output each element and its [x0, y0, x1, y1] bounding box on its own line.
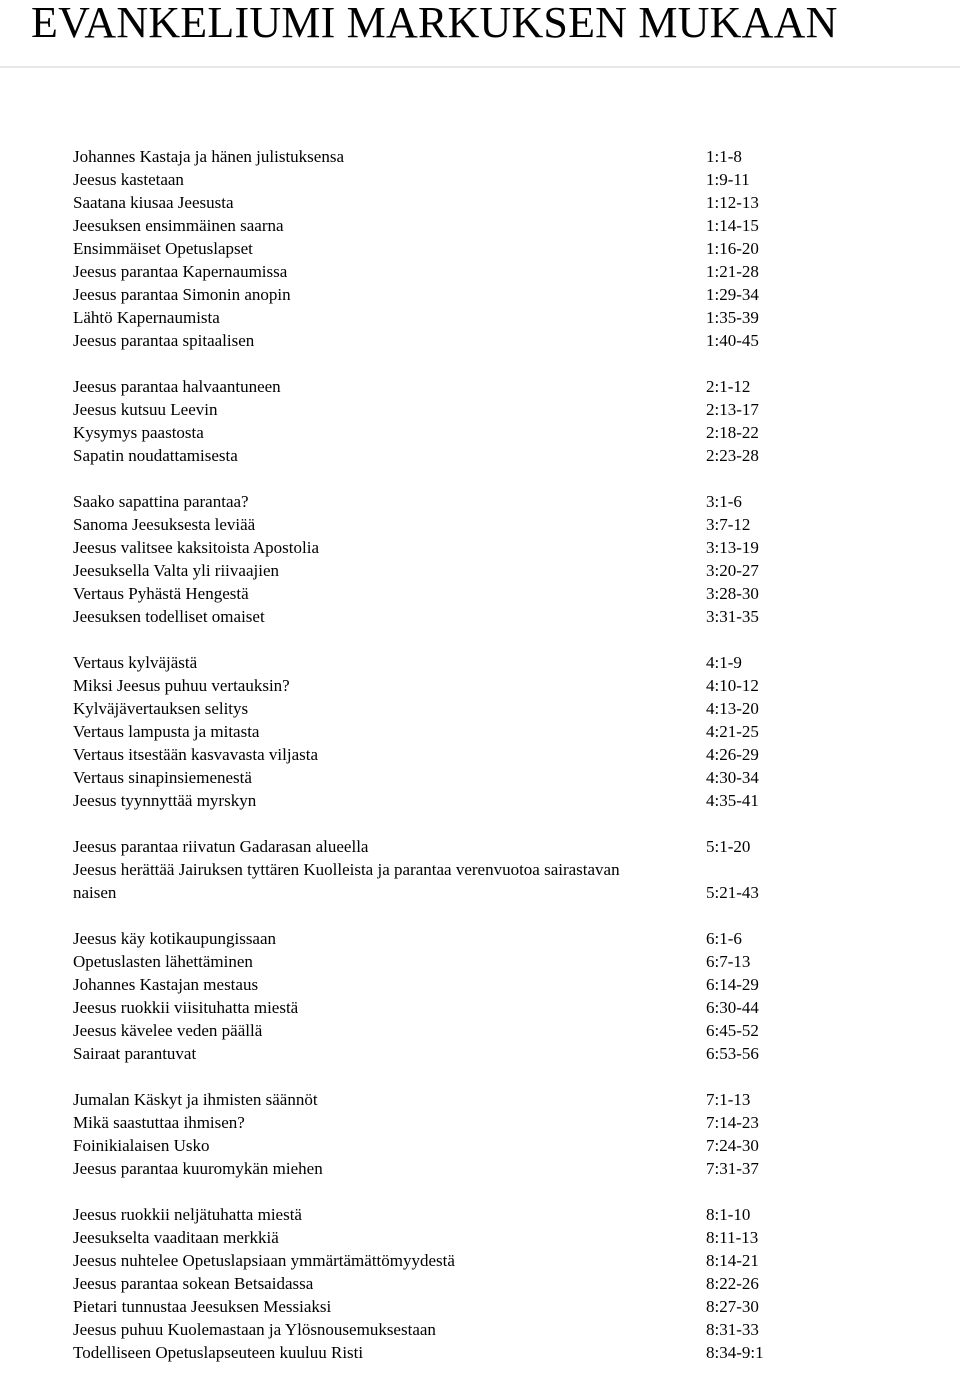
toc-entry-heading: Jeesus kutsuu Leevin [73, 400, 218, 419]
toc-entry [73, 789, 813, 812]
toc-entry-verse-reference: 8:34-9:1 [706, 1343, 764, 1362]
title-divider [0, 66, 960, 68]
toc-entry-heading: Vertaus kylväjästä [73, 653, 198, 672]
toc-entry-heading: Jeesus ruokkii neljätuhatta miestä [73, 1205, 302, 1224]
toc-entry-verse-reference: 3:1-6 [706, 492, 742, 511]
toc-entry-heading: Jeesukselta vaaditaan merkkiä [73, 1228, 279, 1247]
toc-entry-verse-reference: 1:14-15 [706, 216, 759, 235]
toc-entry-verse-reference: 3:31-35 [706, 607, 759, 626]
toc-entry [73, 1134, 813, 1157]
toc-entry [73, 1088, 813, 1111]
toc-entry-heading: Jeesus kävelee veden päällä [73, 1021, 263, 1040]
toc-entry [73, 674, 813, 697]
toc-entry [73, 214, 813, 237]
toc-section-chapter-4 [73, 651, 813, 812]
toc-entry [73, 1249, 813, 1272]
toc-entry [73, 835, 813, 858]
toc-entry [73, 1341, 813, 1364]
toc-section-chapter-2 [73, 375, 813, 467]
toc-entry-heading: Vertaus sinapinsiemenestä [73, 768, 252, 787]
toc-entry-verse-reference: 3:7-12 [706, 515, 751, 534]
toc-entry [73, 398, 813, 421]
toc-entry-heading: Todelliseen Opetuslapseuteen kuuluu Risti [73, 1343, 364, 1362]
toc-entry-heading: Jeesus puhuu Kuolemastaan ja Ylösnousemuksestaan [73, 1320, 436, 1339]
toc-entry-verse-reference: 1:40-45 [706, 331, 759, 350]
toc-entry-verse-reference: 1:9-11 [706, 170, 750, 189]
toc-entry [73, 1042, 813, 1065]
toc-entry-heading: Jeesus parantaa kuuromykän miehen [73, 1159, 323, 1178]
toc-entry-verse-reference: 7:31-37 [706, 1159, 759, 1178]
toc-entry-heading: Pietari tunnustaa Jeesuksen Messiaksi [73, 1297, 332, 1316]
toc-section-chapter-6 [73, 927, 813, 1065]
toc-entry-heading: Jumalan Käskyt ja ihmisten säännöt [73, 1090, 318, 1109]
toc-entry [73, 1318, 813, 1341]
toc-entry [73, 1203, 813, 1226]
toc-entry [73, 927, 813, 950]
toc-entry [73, 375, 813, 398]
toc-entry [73, 559, 813, 582]
toc-entry-heading: Jeesus parantaa riivatun Gadarasan alueella [73, 837, 369, 856]
toc-section-chapter-5 [73, 835, 813, 904]
toc-entry [73, 651, 813, 674]
toc-entry-verse-reference: 3:20-27 [706, 561, 759, 580]
toc-entry [73, 950, 813, 973]
toc-entry-verse-reference: 2:13-17 [706, 400, 759, 419]
toc-entry [73, 536, 813, 559]
toc-entry-heading: Jeesus käy kotikaupungissaan [73, 929, 277, 948]
toc-entry-verse-reference: 8:22-26 [706, 1274, 759, 1293]
toc-entry-verse-reference: 3:13-19 [706, 538, 759, 557]
toc-entry-heading: Jeesus nuhtelee Opetuslapsiaan ymmärtämättömyydestä [73, 1251, 455, 1270]
toc-entry-verse-reference: 8:1-10 [706, 1205, 751, 1224]
toc-entry-heading: Opetuslasten lähettäminen [73, 952, 253, 971]
toc-entry-verse-reference: 2:23-28 [706, 446, 759, 465]
toc-entry-verse-reference: 1:12-13 [706, 193, 759, 212]
toc-entry-heading: Kysymys paastosta [73, 423, 204, 442]
toc-entry-verse-reference: 1:35-39 [706, 308, 759, 327]
toc-entry-verse-reference: 8:14-21 [706, 1251, 759, 1270]
toc-entry-verse-reference: 6:7-13 [706, 952, 751, 971]
toc-entry-heading: Mikä saastuttaa ihmisen? [73, 1113, 245, 1132]
toc-entry-verse-reference: 8:31-33 [706, 1320, 759, 1339]
toc-entry-heading: Jeesus parantaa halvaantuneen [73, 377, 281, 396]
toc-entry-verse-reference: 8:11-13 [706, 1228, 759, 1247]
toc-entry [73, 237, 813, 260]
toc-entry-verse-reference: 6:53-56 [706, 1044, 759, 1063]
toc-entry-heading: Jeesuksen ensimmäinen saarna [73, 216, 284, 235]
toc-entry [73, 306, 813, 329]
toc-entry [73, 996, 813, 1019]
toc-section-chapter-8 [73, 1203, 813, 1364]
page-title: EVANKELIUMI MARKUKSEN MUKAAN [31, 0, 838, 47]
toc-entry-verse-reference: 4:26-29 [706, 745, 759, 764]
toc-entry-verse-reference: 4:21-25 [706, 722, 759, 741]
toc-entry [73, 720, 813, 743]
toc-entry [73, 191, 813, 214]
toc-entry [73, 260, 813, 283]
toc-entry [73, 973, 813, 996]
toc-entry-heading: Vertaus itsestään kasvavasta viljasta [73, 745, 319, 764]
toc-entry-verse-reference: 6:45-52 [706, 1021, 759, 1040]
toc-entry [73, 1226, 813, 1249]
toc-entry-heading: Sanoma Jeesuksesta leviää [73, 515, 256, 534]
toc-entry-heading: Kylväjävertauksen selitys [73, 699, 249, 718]
toc-entry-heading: Johannes Kastajan mestaus [73, 975, 259, 994]
toc-entry-heading: Jeesus ruokkii viisituhatta miestä [73, 998, 299, 1017]
toc-entry-heading: Jeesus valitsee kaksitoista Apostolia [73, 538, 319, 557]
toc-entry-verse-reference: 7:1-13 [706, 1090, 751, 1109]
toc-entry-verse-reference: 4:1-9 [706, 653, 742, 672]
toc-entry-heading: Vertaus Pyhästä Hengestä [73, 584, 249, 603]
toc-entry-heading: Jeesuksen todelliset omaiset [73, 607, 265, 626]
toc-entry-verse-reference: 5:1-20 [706, 837, 751, 856]
toc-section-chapter-1 [73, 145, 813, 352]
toc-entry-verse-reference: 7:14-23 [706, 1113, 759, 1132]
toc-entry-heading: Lähtö Kapernaumista [73, 308, 220, 327]
toc-entry-verse-reference: 1:21-28 [706, 262, 759, 281]
toc-entry-verse-reference: 2:1-12 [706, 377, 751, 396]
toc-entry [73, 329, 813, 352]
toc-section-chapter-3 [73, 490, 813, 628]
toc-entry-heading: Jeesus herättää Jairuksen tyttären Kuolleista ja parantaa verenvuotoa sairastavan naisen [73, 860, 620, 902]
toc-entry-heading: Jeesus kastetaan [73, 170, 184, 189]
toc-entry [73, 145, 813, 168]
toc-entry-heading: Sapatin noudattamisesta [73, 446, 238, 465]
toc-entry-heading: Jeesuksella Valta yli riivaajien [73, 561, 279, 580]
toc-entry [73, 168, 813, 191]
toc-entry-heading: Jeesus tyynnyttää myrskyn [73, 791, 257, 810]
toc-entry-heading: Jeesus parantaa Simonin anopin [73, 285, 291, 304]
toc-entry-verse-reference: 1:16-20 [706, 239, 759, 258]
toc-entry [73, 1272, 813, 1295]
toc-entry-verse-reference: 2:18-22 [706, 423, 759, 442]
toc-entry-heading: Miksi Jeesus puhuu vertauksin? [73, 676, 290, 695]
toc-entry [73, 1295, 813, 1318]
toc-entry-heading: Jeesus parantaa spitaalisen [73, 331, 255, 350]
toc-entry [73, 766, 813, 789]
toc-entry-verse-reference: 6:14-29 [706, 975, 759, 994]
toc-entry-verse-reference: 1:29-34 [706, 285, 759, 304]
toc-entry [73, 582, 813, 605]
toc-entry-verse-reference: 4:10-12 [706, 676, 759, 695]
toc-entry-verse-reference: 4:30-34 [706, 768, 759, 787]
toc-entry [73, 697, 813, 720]
toc-entry-verse-reference: 5:21-43 [706, 883, 759, 902]
toc-entry-heading: Jeesus parantaa sokean Betsaidassa [73, 1274, 314, 1293]
toc-entry-verse-reference: 3:28-30 [706, 584, 759, 603]
toc-entry-heading: Saako sapattina parantaa? [73, 492, 249, 511]
toc-entry-verse-reference: 6:30-44 [706, 998, 759, 1017]
toc-entry-verse-reference: 4:35-41 [706, 791, 759, 810]
toc-entry-heading: Ensimmäiset Opetuslapset [73, 239, 253, 258]
toc-entry [73, 1019, 813, 1042]
toc-entry-verse-reference: 1:1-8 [706, 147, 742, 166]
toc-entry-verse-reference: 6:1-6 [706, 929, 742, 948]
toc-entry [73, 743, 813, 766]
toc-entry [73, 283, 813, 306]
toc-entry [73, 513, 813, 536]
toc-entry [73, 444, 813, 467]
toc-entry [73, 858, 813, 904]
toc-entry [73, 605, 813, 628]
toc-entry-heading: Vertaus lampusta ja mitasta [73, 722, 260, 741]
toc-entry-heading: Sairaat parantuvat [73, 1044, 197, 1063]
toc-entry [73, 1157, 813, 1180]
toc-entry-heading: Saatana kiusaa Jeesusta [73, 193, 234, 212]
toc-entry-verse-reference: 8:27-30 [706, 1297, 759, 1316]
toc-entry-heading: Johannes Kastaja ja hänen julistuksensa [73, 147, 344, 166]
toc-entry-heading: Jeesus parantaa Kapernaumissa [73, 262, 288, 281]
toc-entry [73, 490, 813, 513]
toc-entry [73, 421, 813, 444]
toc-entry [73, 1111, 813, 1134]
table-of-contents [73, 145, 813, 1387]
toc-entry-verse-reference: 4:13-20 [706, 699, 759, 718]
toc-entry-heading: Foinikialaisen Usko [73, 1136, 210, 1155]
toc-entry-verse-reference: 7:24-30 [706, 1136, 759, 1155]
toc-section-chapter-7 [73, 1088, 813, 1180]
